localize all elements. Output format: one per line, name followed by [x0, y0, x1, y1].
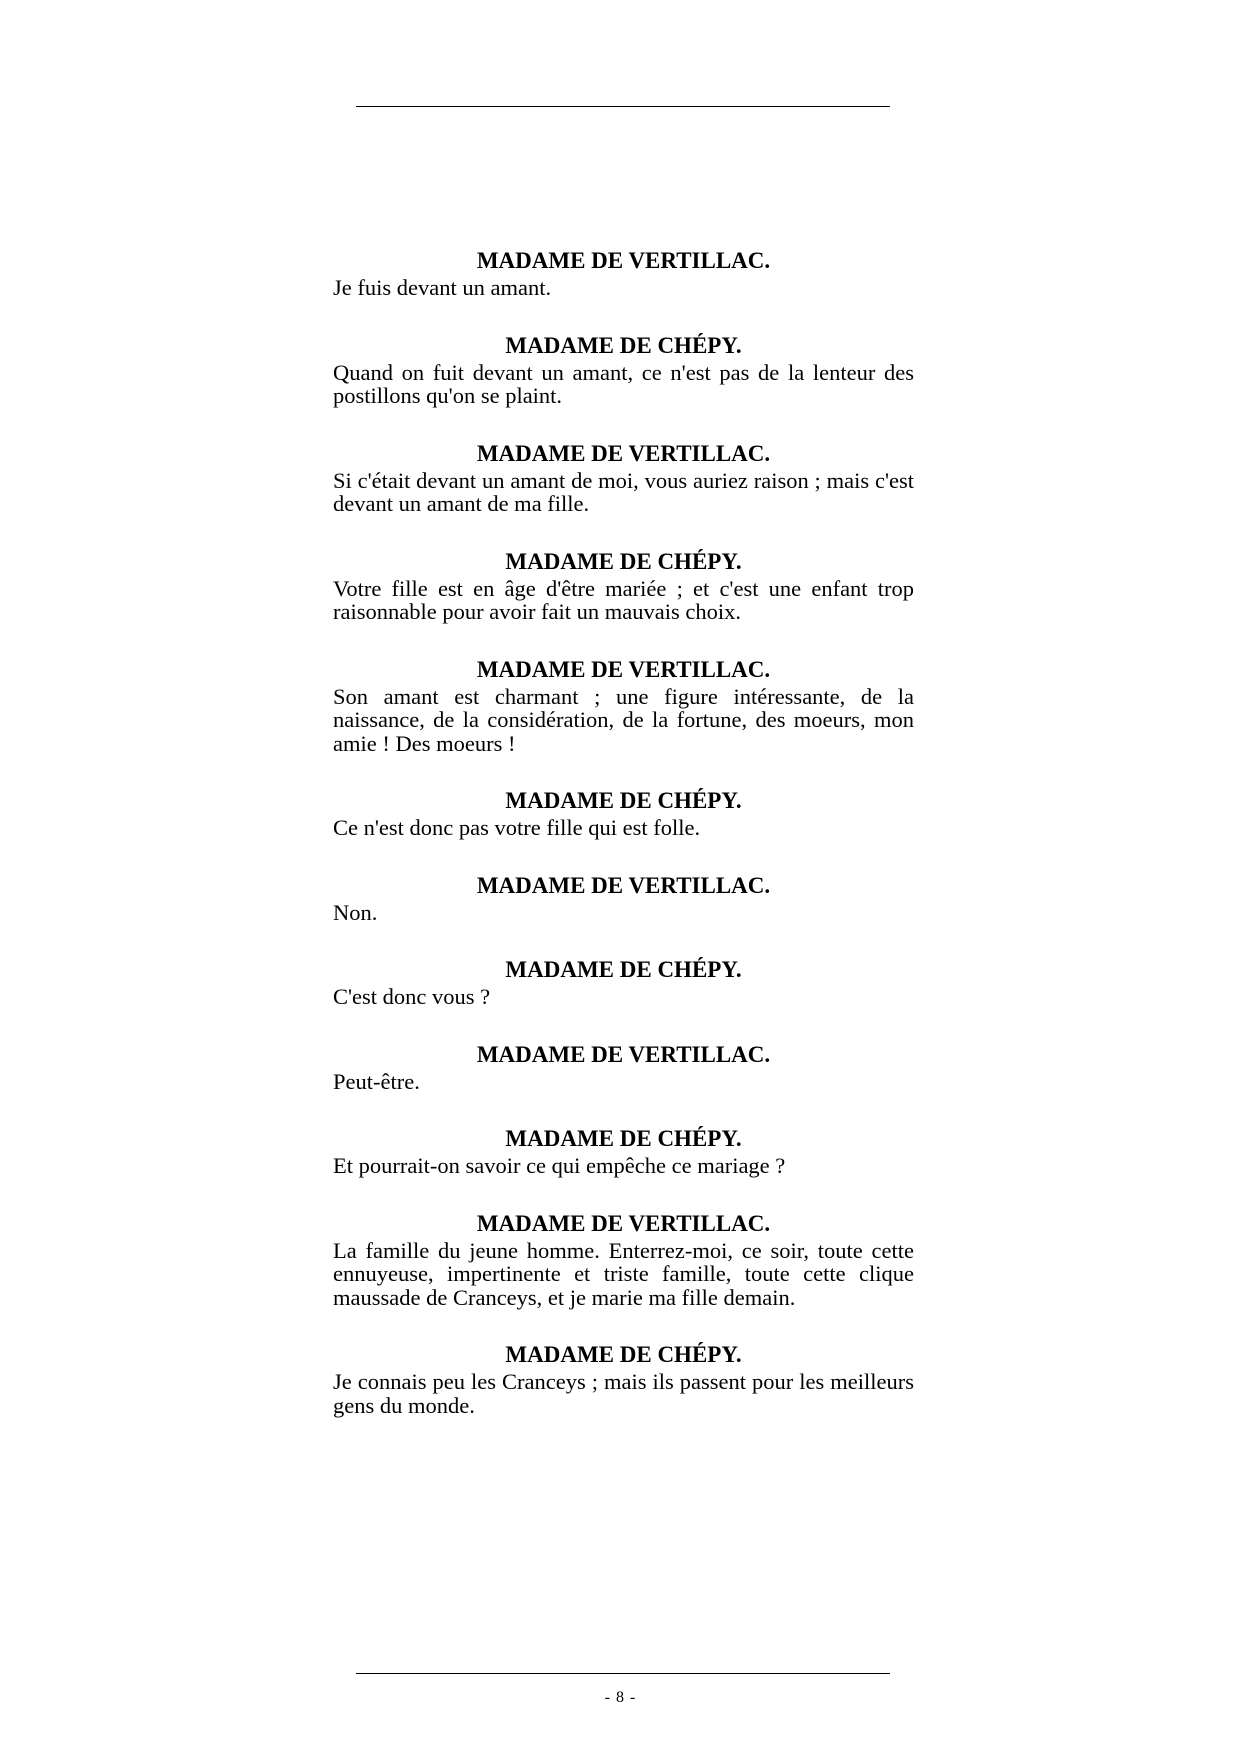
speaker-name: MADAME DE VERTILLAC.: [476, 1210, 771, 1236]
dialogue-exchange: [333, 1040, 914, 1094]
dialogue-line: Peut-être.: [333, 1068, 420, 1094]
speaker-name: MADAME DE VERTILLAC.: [476, 872, 771, 898]
speaker-name: MADAME DE CHÉPY.: [505, 788, 742, 813]
dialogue-exchange: [333, 786, 914, 840]
dialogue-exchange: [333, 1340, 914, 1417]
dialogue-line: Et pourrait-on savoir ce qui empêche ce mariage ?: [333, 1153, 786, 1178]
dialogue-exchange: [333, 331, 914, 408]
dialogue-exchange: [333, 439, 914, 516]
speaker-name: MADAME DE VERTILLAC.: [476, 656, 771, 682]
dialogue-exchange: [333, 955, 914, 1009]
dialogue-line: Son amant est charmant ; une figure intéressante, de la naissance, de la considération, de la fortune, des moeurs, mon amie ! Des moeurs !: [333, 683, 914, 756]
dialogue-line: Ce n'est donc pas votre fille qui est folle.: [333, 815, 701, 840]
dialogue-exchange: [333, 547, 914, 624]
speaker-name: MADAME DE CHÉPY.: [505, 957, 742, 982]
dialogue-exchange: [333, 1124, 914, 1178]
dialogue-line: Non.: [333, 899, 378, 925]
dialogue-line: La famille du jeune homme. Enterrez-moi, ce soir, toute cette ennuyeuse, impertinente et triste famille, toute cette clique maussade de Cranceys, et je marie ma fille demain.: [333, 1237, 914, 1310]
speaker-name: MADAME DE CHÉPY.: [505, 548, 742, 574]
dialogue-exchange: [333, 655, 914, 756]
dialogue-line: Votre fille est en âge d'être mariée ; et c'est une enfant trop raisonnable pour avoir fait un mauvais choix.: [333, 575, 914, 624]
speaker-name: MADAME DE CHÉPY.: [505, 1342, 742, 1367]
speaker-name: MADAME DE CHÉPY.: [505, 1126, 742, 1151]
speaker-name: MADAME DE VERTILLAC.: [476, 248, 771, 273]
dialogue-exchange: [333, 1209, 914, 1310]
footer-rule: [356, 1673, 890, 1674]
header-rule: [356, 106, 890, 107]
dialogue-exchange: [333, 246, 914, 300]
dialogue-line: Si c'était devant un amant de moi, vous auriez raison ; mais c'est devant un amant de ma fille.: [333, 467, 914, 516]
speaker-name: MADAME DE CHÉPY.: [505, 332, 742, 358]
dialogue-line: Je fuis devant un amant.: [333, 275, 552, 300]
dialogue-line: Je connais peu les Cranceys ; mais ils passent pour les meilleurs gens du monde.: [333, 1369, 914, 1418]
page-number: - 8 -: [604, 1689, 637, 1706]
dialogue-exchange: [333, 871, 914, 925]
speaker-name: MADAME DE VERTILLAC.: [476, 440, 771, 466]
speaker-name: MADAME DE VERTILLAC.: [476, 1041, 771, 1067]
dialogue-line: C'est donc vous ?: [333, 984, 491, 1009]
play-text: [333, 246, 914, 1417]
dialogue-line: Quand on fuit devant un amant, ce n'est pas de la lenteur des postillons qu'on se plaint.: [333, 359, 914, 408]
